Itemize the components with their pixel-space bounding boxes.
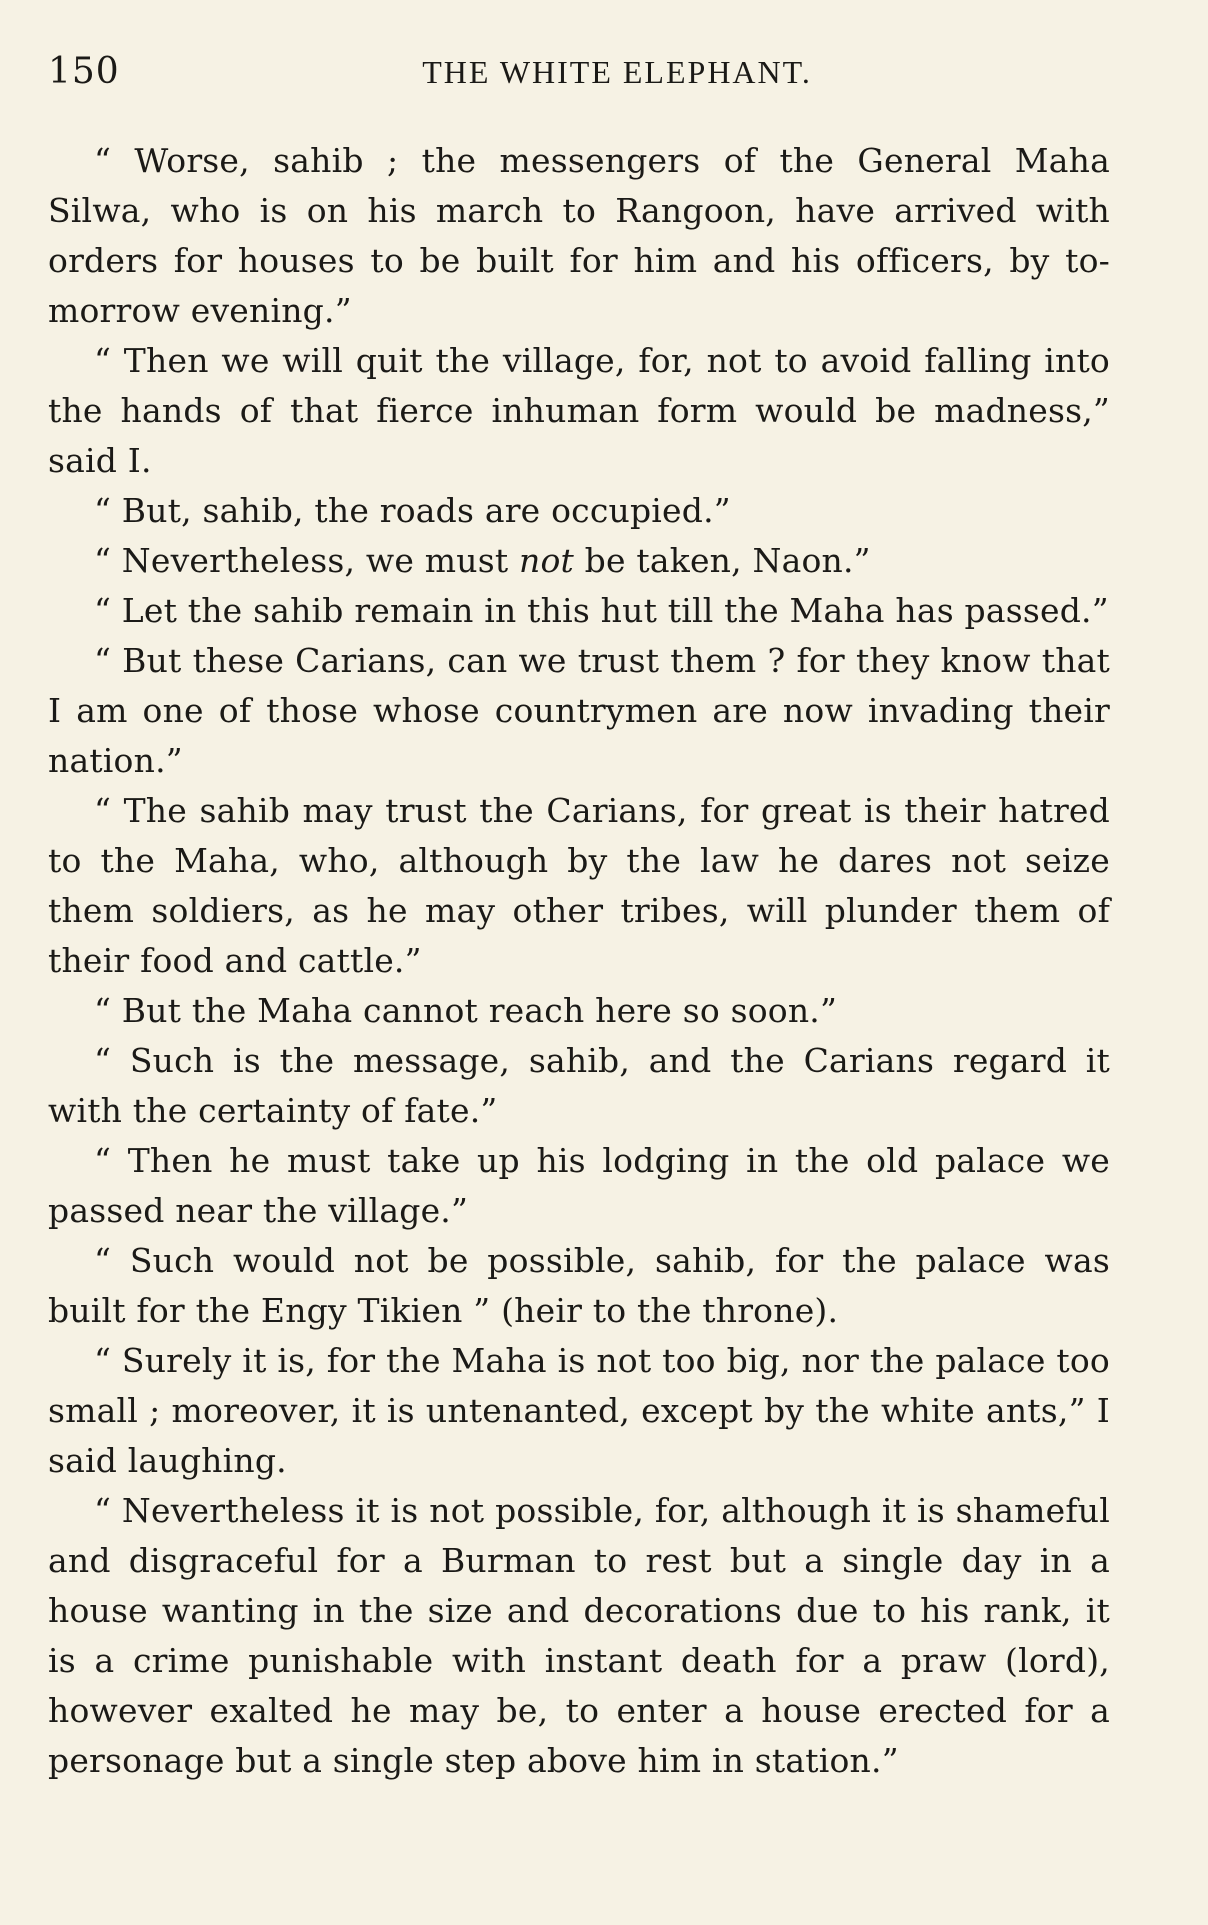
paragraph: “ Such is the message, sahib, and the Carians regard it with the certainty of fate.” <box>48 1041 1110 1130</box>
paragraph: “ The sahib may trust the Carians, for great is their hatred to the Maha, who, although by the law he dares not seize them soldiers, as he may other tribes, will plunder them of their food and cattle.” <box>48 791 1110 980</box>
paragraph-text-before: “ Nevertheless, we must <box>94 541 519 580</box>
paragraph: “ Such would not be possible, sahib, for the palace was built for the Engy Tikien ” (heir to the throne). <box>48 1241 1110 1330</box>
paragraph: “ But the Maha cannot reach here so soon.” <box>94 991 838 1030</box>
paragraph: “ Then he must take up his lodging in the old palace we passed near the village.” <box>48 1141 1110 1230</box>
paragraph: “ Nevertheless it is not possible, for, although it is shameful and disgraceful for a Burman to rest but a single day in a house wanting in the size and decorations due to his rank, it is a crime punishable with instant death for a praw (lord), however exalted he may be, to enter a house erected for a personage but a single step above him in station.” <box>48 1491 1110 1780</box>
running-title: THE WHITE ELEPHANT. <box>422 54 812 90</box>
italic-word: not <box>519 541 574 580</box>
paragraph: “ Worse, sahib ; the messengers of the General Maha Silwa, who is on his march to Rangoon, have arrived with orders for houses to be built for him and his officers, by to-morrow evening.” <box>48 141 1110 330</box>
paragraph: “ But, sahib, the roads are occupied.” <box>94 491 731 530</box>
running-head <box>44 42 1150 102</box>
paragraph: “ Then we will quit the village, for, not to avoid falling into the hands of that fierce inhuman form would be madness,” said I. <box>48 341 1110 480</box>
paragraph-text-after: be taken, Naon.” <box>573 541 871 580</box>
paragraph: “ Surely it is, for the Maha is not too big, nor the palace too small ; moreover, it is untenanted, except by the white ants,” I said laughing. <box>48 1341 1110 1480</box>
paragraph: “ But these Carians, can we trust them ? for they know that I am one of those whose countrymen are now invading their nation.” <box>48 641 1110 780</box>
paragraph <box>48 536 1110 586</box>
paragraph: “ Let the sahib remain in this hut till the Maha has passed.” <box>94 591 1109 630</box>
page-number: 150 <box>48 51 120 92</box>
body-text <box>48 136 1110 1786</box>
